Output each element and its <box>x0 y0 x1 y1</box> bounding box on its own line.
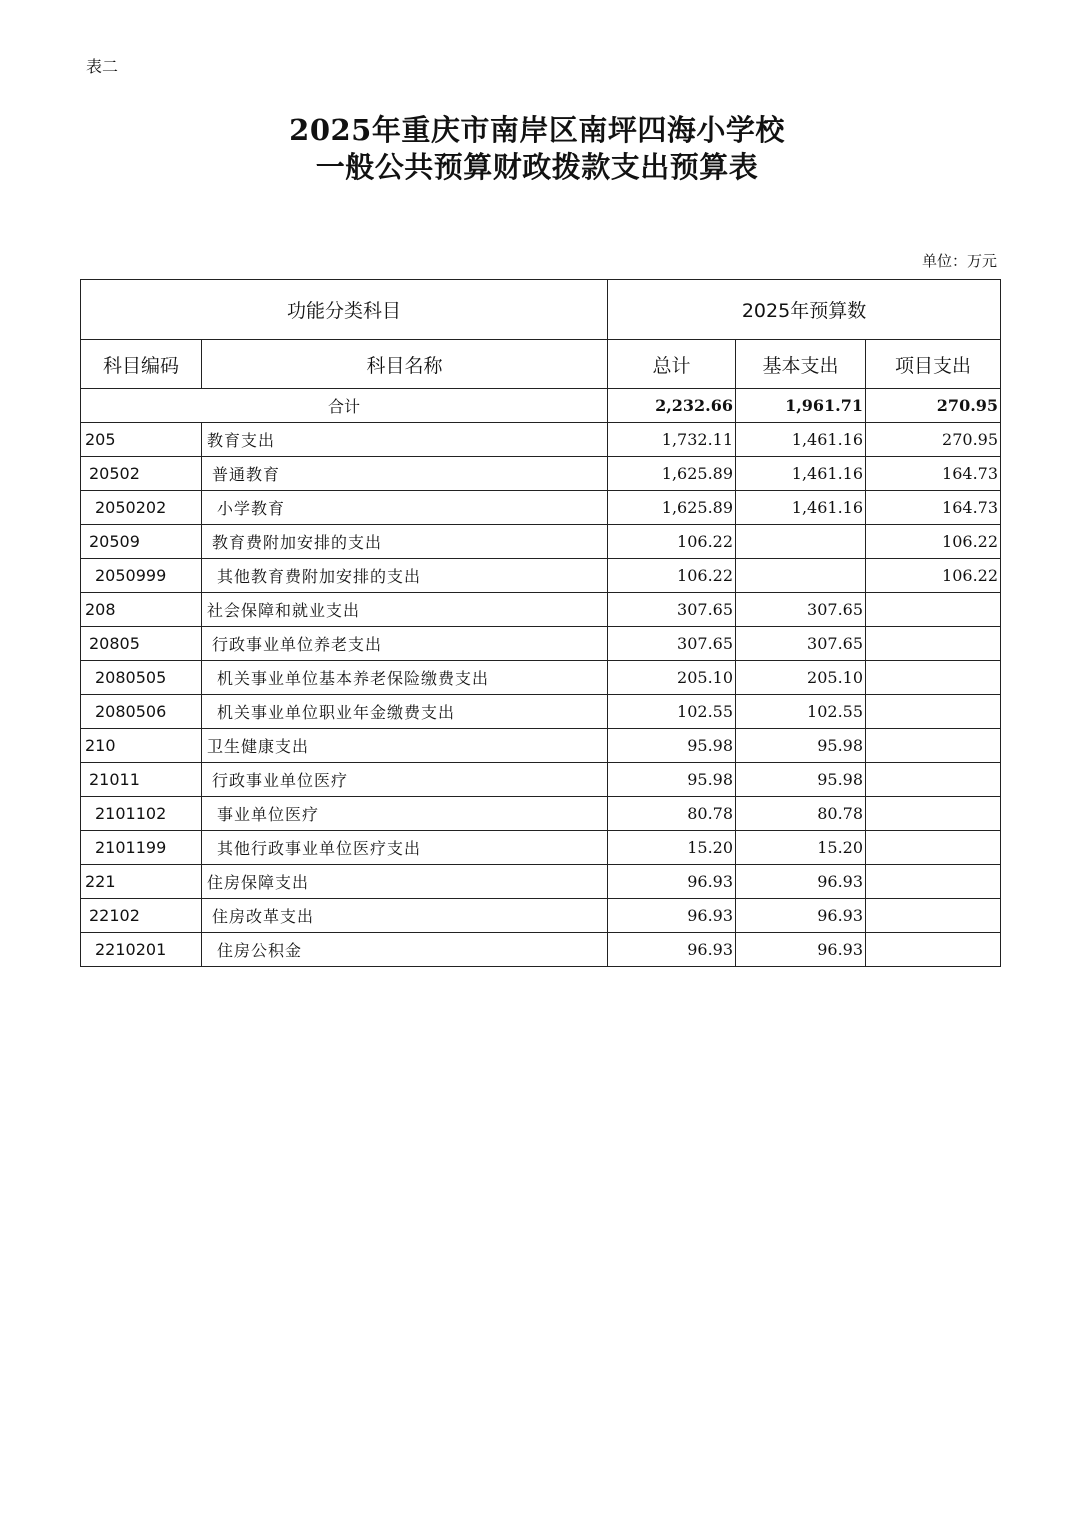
table-row <box>81 865 1001 899</box>
row-total: 96.93 <box>608 865 736 899</box>
table-row <box>81 491 1001 525</box>
table-row <box>81 593 1001 627</box>
row-project <box>866 865 1001 899</box>
total-total: 2,232.66 <box>608 389 736 423</box>
header-name: 科目名称 <box>202 340 608 389</box>
row-code: 221 <box>81 865 202 899</box>
table-row <box>81 729 1001 763</box>
row-total: 95.98 <box>608 763 736 797</box>
row-project <box>866 627 1001 661</box>
row-basic: 205.10 <box>736 661 866 695</box>
row-project <box>866 797 1001 831</box>
table-row <box>81 695 1001 729</box>
row-code: 2080506 <box>81 695 202 729</box>
table-row <box>81 899 1001 933</box>
row-basic: 95.98 <box>736 763 866 797</box>
row-name: 住房改革支出 <box>202 899 608 933</box>
row-code: 2210201 <box>81 933 202 967</box>
row-basic: 95.98 <box>736 729 866 763</box>
row-code: 22102 <box>81 899 202 933</box>
row-basic: 307.65 <box>736 593 866 627</box>
row-project <box>866 831 1001 865</box>
row-basic: 307.65 <box>736 627 866 661</box>
table-row <box>81 763 1001 797</box>
row-name: 普通教育 <box>202 457 608 491</box>
row-project: 106.22 <box>866 559 1001 593</box>
row-total: 1,625.89 <box>608 457 736 491</box>
row-code: 20805 <box>81 627 202 661</box>
table-row <box>81 559 1001 593</box>
row-project <box>866 593 1001 627</box>
unit-label: 单位：万元 <box>921 252 997 270</box>
row-code: 208 <box>81 593 202 627</box>
row-name: 行政事业单位医疗 <box>202 763 608 797</box>
row-project <box>866 933 1001 967</box>
header-basic: 基本支出 <box>736 340 866 389</box>
row-name: 其他行政事业单位医疗支出 <box>202 831 608 865</box>
row-basic: 1,461.16 <box>736 457 866 491</box>
row-total: 1,625.89 <box>608 491 736 525</box>
row-name: 行政事业单位养老支出 <box>202 627 608 661</box>
row-basic: 15.20 <box>736 831 866 865</box>
row-basic: 80.78 <box>736 797 866 831</box>
table-row <box>81 661 1001 695</box>
row-code: 2050202 <box>81 491 202 525</box>
row-total: 106.22 <box>608 559 736 593</box>
row-name: 社会保障和就业支出 <box>202 593 608 627</box>
header-code: 科目编码 <box>81 340 202 389</box>
header-function-category: 功能分类科目 <box>81 280 608 340</box>
row-project <box>866 763 1001 797</box>
row-total: 15.20 <box>608 831 736 865</box>
row-total: 102.55 <box>608 695 736 729</box>
row-basic <box>736 559 866 593</box>
total-row <box>81 389 1001 423</box>
row-total: 307.65 <box>608 593 736 627</box>
row-basic: 1,461.16 <box>736 423 866 457</box>
row-total: 1,732.11 <box>608 423 736 457</box>
row-total: 205.10 <box>608 661 736 695</box>
row-name: 其他教育费附加安排的支出 <box>202 559 608 593</box>
row-total: 106.22 <box>608 525 736 559</box>
row-project <box>866 695 1001 729</box>
row-project <box>866 661 1001 695</box>
row-code: 2101199 <box>81 831 202 865</box>
row-name: 事业单位医疗 <box>202 797 608 831</box>
table-row <box>81 457 1001 491</box>
row-name: 住房保障支出 <box>202 865 608 899</box>
row-total: 80.78 <box>608 797 736 831</box>
row-code: 2101102 <box>81 797 202 831</box>
page-title-line2: 一般公共预算财政拨款支出预算表 <box>315 150 759 184</box>
table-row <box>81 423 1001 457</box>
row-basic: 96.93 <box>736 899 866 933</box>
row-project: 270.95 <box>866 423 1001 457</box>
row-project: 164.73 <box>866 457 1001 491</box>
total-label: 合计 <box>81 389 608 423</box>
table-row <box>81 797 1001 831</box>
row-project: 106.22 <box>866 525 1001 559</box>
row-name: 教育费附加安排的支出 <box>202 525 608 559</box>
header-project: 项目支出 <box>866 340 1001 389</box>
row-name: 教育支出 <box>202 423 608 457</box>
budget-table <box>80 279 1001 967</box>
row-project: 164.73 <box>866 491 1001 525</box>
total-basic: 1,961.71 <box>736 389 866 423</box>
row-name: 卫生健康支出 <box>202 729 608 763</box>
row-name: 小学教育 <box>202 491 608 525</box>
page-title-line1: 2025年重庆市南岸区南坪四海小学校 <box>289 113 785 147</box>
row-code: 210 <box>81 729 202 763</box>
header-total: 总计 <box>608 340 736 389</box>
row-basic: 96.93 <box>736 933 866 967</box>
row-basic <box>736 525 866 559</box>
row-total: 96.93 <box>608 899 736 933</box>
row-basic: 96.93 <box>736 865 866 899</box>
row-name: 机关事业单位职业年金缴费支出 <box>202 695 608 729</box>
total-project: 270.95 <box>866 389 1001 423</box>
row-code: 20502 <box>81 457 202 491</box>
row-basic: 1,461.16 <box>736 491 866 525</box>
table-row <box>81 933 1001 967</box>
row-name: 住房公积金 <box>202 933 608 967</box>
document-label: 表二 <box>86 57 119 76</box>
row-code: 2080505 <box>81 661 202 695</box>
table-row <box>81 525 1001 559</box>
row-project <box>866 729 1001 763</box>
row-code: 21011 <box>81 763 202 797</box>
row-basic: 102.55 <box>736 695 866 729</box>
row-total: 307.65 <box>608 627 736 661</box>
row-code: 20509 <box>81 525 202 559</box>
row-code: 2050999 <box>81 559 202 593</box>
row-total: 96.93 <box>608 933 736 967</box>
header-budget-year: 2025年预算数 <box>608 280 1001 340</box>
table-row <box>81 627 1001 661</box>
row-project <box>866 899 1001 933</box>
row-code: 205 <box>81 423 202 457</box>
row-total: 95.98 <box>608 729 736 763</box>
table-row <box>81 831 1001 865</box>
row-name: 机关事业单位基本养老保险缴费支出 <box>202 661 608 695</box>
